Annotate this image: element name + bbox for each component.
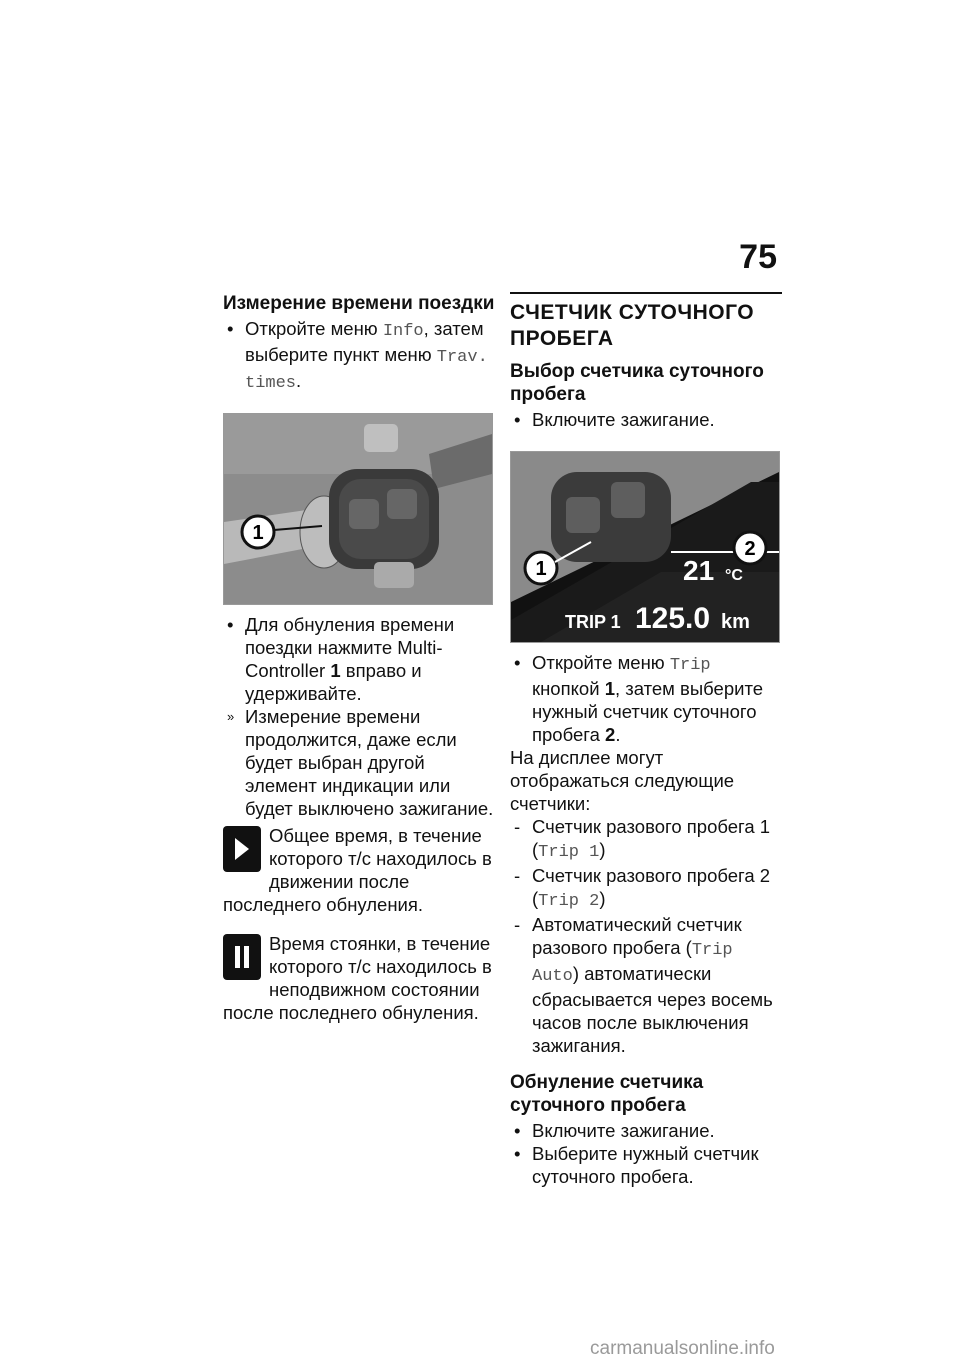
menu-trav-times: Trav. times bbox=[245, 348, 488, 393]
right-column bbox=[510, 292, 782, 1188]
bullet-select-trip: • Выберите нужный счетчик суточного пробега. bbox=[514, 1143, 759, 1187]
ref-1: 1 bbox=[330, 660, 341, 681]
travel-time-heading: Измерение времени поездки bbox=[223, 293, 495, 314]
note-moving-time: Общее время, в течение которого т/с находилось в движении после последнего обнуления. bbox=[223, 825, 492, 915]
bullet-reset-travel-time: • Для обнуления времени поездки нажмите Multi-Controller 1 вправо и удерживайте. bbox=[227, 614, 455, 704]
trip-display-illustration bbox=[511, 452, 779, 642]
bullet-ignition-on-2: • Включите зажигание. bbox=[514, 1120, 715, 1141]
dash-trip1: - Счетчик разового пробега 1 (Trip 1) bbox=[514, 816, 771, 862]
trip-value: 125.0 bbox=[635, 602, 711, 635]
bullet-icon: • bbox=[227, 318, 234, 339]
bullet-icon: • bbox=[514, 652, 521, 673]
figure-trip-display bbox=[510, 451, 780, 643]
play-icon bbox=[223, 826, 261, 872]
bullet-open-trip-menu: • Откройте меню Trip кнопкой 1, затем выберите нужный счетчик суточного пробега 2. bbox=[514, 652, 764, 745]
callout-1: 1 bbox=[252, 522, 264, 544]
menu-trip: Trip bbox=[669, 656, 711, 675]
select-trip-heading: Выбор счетчика суточного пробега bbox=[510, 361, 764, 405]
dash-icon: - bbox=[514, 914, 521, 935]
temperature-value: 21 bbox=[683, 555, 715, 586]
ref-1: 1 bbox=[604, 678, 615, 699]
temperature-unit: °C bbox=[725, 567, 743, 584]
bullet-icon: • bbox=[514, 409, 521, 430]
trip-unit: km bbox=[721, 611, 750, 633]
watermark: carmanualsonline.info bbox=[590, 1338, 775, 1359]
bullet-ignition-on: • Включите зажигание. bbox=[514, 409, 715, 430]
left-column bbox=[223, 292, 495, 1024]
menu-info: Info bbox=[382, 322, 424, 341]
page-number: 75 bbox=[739, 238, 777, 276]
display-counters-intro: На дисплее могут отображаться следующие счетчики: bbox=[510, 747, 735, 814]
ref-2: 2 bbox=[605, 724, 616, 745]
callout-1: 1 bbox=[535, 558, 547, 580]
section-title: СЧЕТЧИК СУТОЧНОГО ПРОБЕГА bbox=[510, 292, 782, 352]
dash-icon: - bbox=[514, 865, 521, 886]
bullet-icon: • bbox=[514, 1143, 521, 1164]
pause-icon bbox=[223, 934, 261, 980]
result-arrow-icon: » bbox=[227, 709, 235, 724]
result-continues: » Измерение времени продолжится, даже если будет выбран другой элемент индикации или будет выключено зажигание. bbox=[227, 706, 494, 819]
dash-icon: - bbox=[514, 816, 521, 837]
bullet-open-info-menu: • Откройте меню Info, затем выберите пункт меню Trav. times. bbox=[227, 318, 488, 393]
handlebar-switch-illustration bbox=[224, 414, 492, 604]
reset-trip-heading: Обнуление счетчика суточного пробега bbox=[510, 1072, 704, 1116]
bullet-icon: • bbox=[227, 614, 234, 635]
bullet-icon: • bbox=[514, 1120, 521, 1141]
dash-trip-auto: - Автоматический счетчик разового пробега (Trip Auto) автоматически сбрасывается через восемь часов после выключения зажигания. bbox=[514, 914, 773, 1056]
trip-label: TRIP 1 bbox=[565, 612, 621, 632]
callout-2: 2 bbox=[744, 538, 756, 560]
dash-trip2: - Счетчик разового пробега 2 (Trip 2) bbox=[514, 865, 771, 911]
note-stop-time: Время стоянки, в течение которого т/с находилось в неподвижном состоянии после последнего обнуления. bbox=[223, 933, 492, 1023]
figure-multi-controller bbox=[223, 413, 493, 605]
